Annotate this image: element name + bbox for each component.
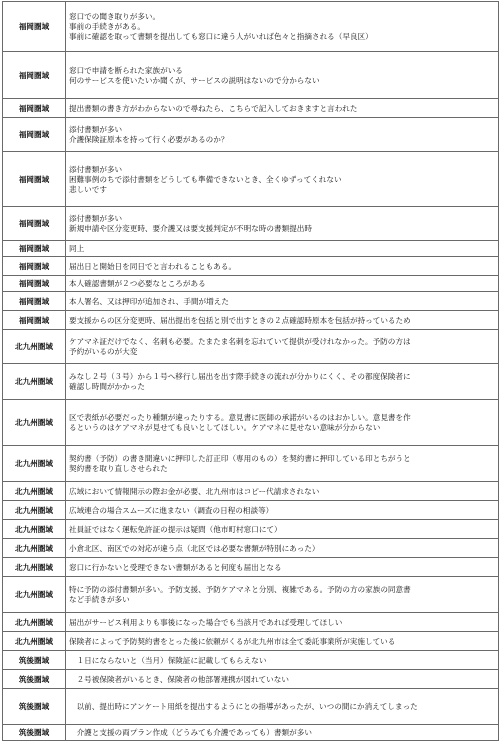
table-row (3, 364, 499, 400)
comment-line: 社員証ではなく運転免許証の提示は疑問（他市町村窓口にて） (69, 524, 282, 534)
comment-line: 困難事例のちで添付書類をどうしても準備できないとき、全くゆずってくれない (69, 174, 342, 184)
region-cell: 北九州圏域 (3, 613, 66, 632)
comment-cell (66, 241, 499, 257)
comment-line: ２号被保険者がいるとき、保険者の他部署連携が図れていない (69, 674, 289, 684)
comment-line: ケアマネ証だけでなく、名刺も必要。たまたま名刺を忘れていて提供が受けれなかった。予防の方は (69, 337, 411, 346)
comment-cell (66, 651, 499, 670)
region-cell: 筑後圏域 (3, 651, 66, 670)
region-cell: 北九州圏域 (3, 446, 66, 482)
survey-table (2, 1, 499, 741)
table-row (3, 118, 499, 152)
comment-cell (66, 152, 499, 207)
comment-line: 何のサービスを使いたいか聞くが、サービスの説明はないので分からない (69, 75, 320, 85)
comment-cell (66, 725, 499, 741)
comment-line: 保険者によって予防契約書をとった後に依頼がくるが北九州市は全て委託事業所が実施している (69, 636, 396, 646)
region-cell: 北九州圏域 (3, 577, 66, 613)
comment-line: 介護と支援の両プラン作成（どうみても介護であっても）書類が多い (69, 728, 312, 737)
comment-line: みなし２号（３号）から１号へ移行し届出を出す際手続きの流れが分かりにくく、その都度保険者に (69, 372, 411, 381)
comment-line: 届出日と開始日を同日でと言われることもある。 (69, 261, 237, 271)
region-cell: 北九州圏域 (3, 501, 66, 520)
comment-line: 窓口で申請を断られた家族がいる (69, 65, 183, 75)
comment-cell (66, 558, 499, 577)
region-cell: 北九州圏域 (3, 364, 66, 400)
region-cell: 福岡圏域 (3, 2, 66, 52)
region-cell: 福岡圏域 (3, 311, 66, 330)
table-row (3, 257, 499, 276)
comment-cell (66, 276, 499, 292)
comment-cell (66, 689, 499, 725)
comment-line: るというのはケアマネが見せても良いとしてほしい。ケアマネに見せない意味が分からない (69, 423, 381, 432)
table-row (3, 2, 499, 52)
comment-line: 本人確認書類が２つ必要なところがある (69, 279, 206, 288)
region-cell: 北九州圏域 (3, 558, 66, 577)
comment-line: 窓口に行かないと受理できない書類があると何度も届出となる (69, 562, 282, 572)
region-cell: 福岡圏域 (3, 276, 66, 292)
table-row (3, 330, 499, 364)
comment-line: 同上 (69, 244, 85, 253)
comment-line: 以前、提出時にアンケート用紙を提出するようにとの指導があったが、いつの間にか消えてしまった (69, 702, 418, 711)
comment-cell (66, 670, 499, 689)
table-row (3, 651, 499, 670)
comment-cell (66, 446, 499, 482)
region-cell: 福岡圏域 (3, 99, 66, 118)
comment-cell (66, 632, 499, 651)
table-row (3, 558, 499, 577)
table-row (3, 632, 499, 651)
comment-cell (66, 400, 499, 446)
table-row (3, 539, 499, 558)
region-cell: 福岡圏域 (3, 292, 66, 311)
table-row (3, 577, 499, 613)
comment-line: 添付書類が多い (69, 125, 123, 134)
comment-line: 広域連合の場合スムーズに進まない（調査の日程の相談等） (69, 505, 274, 515)
table-row (3, 311, 499, 330)
comment-line: １日にならないと（当月）保険証に記載してもらえない (69, 655, 267, 665)
comment-line: 提出書類の書き方がわからないので尋ねたら、こちらで記入しておきますと言われた (69, 103, 358, 113)
comment-line: 届出がサービス利用よりも事後になった場合でも当該月であれば受理してほしい (69, 617, 343, 627)
region-cell: 北九州圏域 (3, 520, 66, 539)
comment-cell (66, 52, 499, 99)
region-cell: 福岡圏域 (3, 207, 66, 241)
comment-line: 契約書（予防）の書き間違いに押印した訂正印（専用のもの）を契約書に押印している印とちがうと (69, 454, 411, 463)
comment-line: 添付書類が多い (69, 214, 123, 223)
region-cell: 福岡圏域 (3, 152, 66, 207)
region-cell: 筑後圏域 (3, 670, 66, 689)
table-row (3, 292, 499, 311)
comment-cell (66, 99, 499, 118)
table-row (3, 207, 499, 241)
comment-line: 小倉北区、南区での対応が違う点（北区では必要な書類が特別にあった） (69, 543, 320, 553)
region-cell: 福岡圏域 (3, 241, 66, 257)
table-row (3, 613, 499, 632)
table-row (3, 276, 499, 292)
comment-cell (66, 292, 499, 311)
comment-cell (66, 520, 499, 539)
comment-line: 悲しいです (69, 184, 107, 194)
table-row (3, 482, 499, 501)
table-row (3, 725, 499, 741)
comment-line: 介護保険証原本を持って行く必要があるのか？ (69, 135, 229, 144)
comment-cell (66, 330, 499, 364)
comment-line: 区で表紙が必要だったり種類が違ったりする。意見書に医師の承諾がいるのはおかしい。意見書を作 (69, 413, 411, 422)
table-row (3, 446, 499, 482)
comment-line: 事前の手続きがある。 (69, 22, 145, 31)
region-cell: 北九州圏域 (3, 330, 66, 364)
comment-line: 確認し時間がかかった (69, 382, 145, 391)
comment-line: 事前に確認を取って書類を提出しても窓口に違う人がいれば色々と指摘される（早良区） (69, 32, 373, 41)
table-row (3, 400, 499, 446)
table-row (3, 99, 499, 118)
comment-cell (66, 2, 499, 52)
comment-line: 添付書類が多い (69, 164, 123, 174)
comment-cell (66, 364, 499, 400)
comment-line: 要支援からの区分変更時、届出提出を包括と別で出すときの２点確認時原本を包括が持っているため (69, 315, 411, 325)
comment-cell (66, 539, 499, 558)
table-row (3, 670, 499, 689)
region-cell: 福岡圏域 (3, 118, 66, 152)
region-cell: 北九州圏域 (3, 482, 66, 501)
comment-line: 本人署名、又は押印が追加され、手間が増えた (69, 296, 229, 306)
comment-line: 特に予防の添付書類が多い。予防支援、予防ケアマネと分別、複雑である。予防の方の家族の同意書 (69, 585, 411, 594)
region-cell: 北九州圏域 (3, 400, 66, 446)
comment-cell (66, 118, 499, 152)
comment-line: 契約書を取り直しさせられた (69, 464, 168, 473)
region-cell: 筑後圏域 (3, 725, 66, 741)
region-cell: 北九州圏域 (3, 632, 66, 651)
table-row (3, 520, 499, 539)
region-cell: 福岡圏域 (3, 52, 66, 99)
region-cell: 福岡圏域 (3, 257, 66, 276)
table-row (3, 689, 499, 725)
table-row (3, 241, 499, 257)
comment-line: 窓口での聞き取りが多い。 (69, 12, 161, 21)
table-row (3, 52, 499, 99)
survey-table-body (3, 2, 499, 741)
comment-cell (66, 577, 499, 613)
comment-line: 広域において情報開示の際お金が必要、北九州市はコピー代請求されない (69, 486, 320, 496)
comment-line: など手続きが多い (69, 595, 130, 604)
comment-cell (66, 482, 499, 501)
comment-cell (66, 501, 499, 520)
comment-cell (66, 257, 499, 276)
comment-line: 新規申請や区分変更時、要介護又は要支援判定が不明な時の書類提出時 (69, 224, 312, 233)
table-row (3, 501, 499, 520)
table-row (3, 152, 499, 207)
comment-cell (66, 613, 499, 632)
region-cell: 北九州圏域 (3, 539, 66, 558)
comment-cell (66, 311, 499, 330)
region-cell: 筑後圏域 (3, 689, 66, 725)
comment-cell (66, 207, 499, 241)
comment-line: 予約がいるのが大変 (69, 347, 138, 356)
